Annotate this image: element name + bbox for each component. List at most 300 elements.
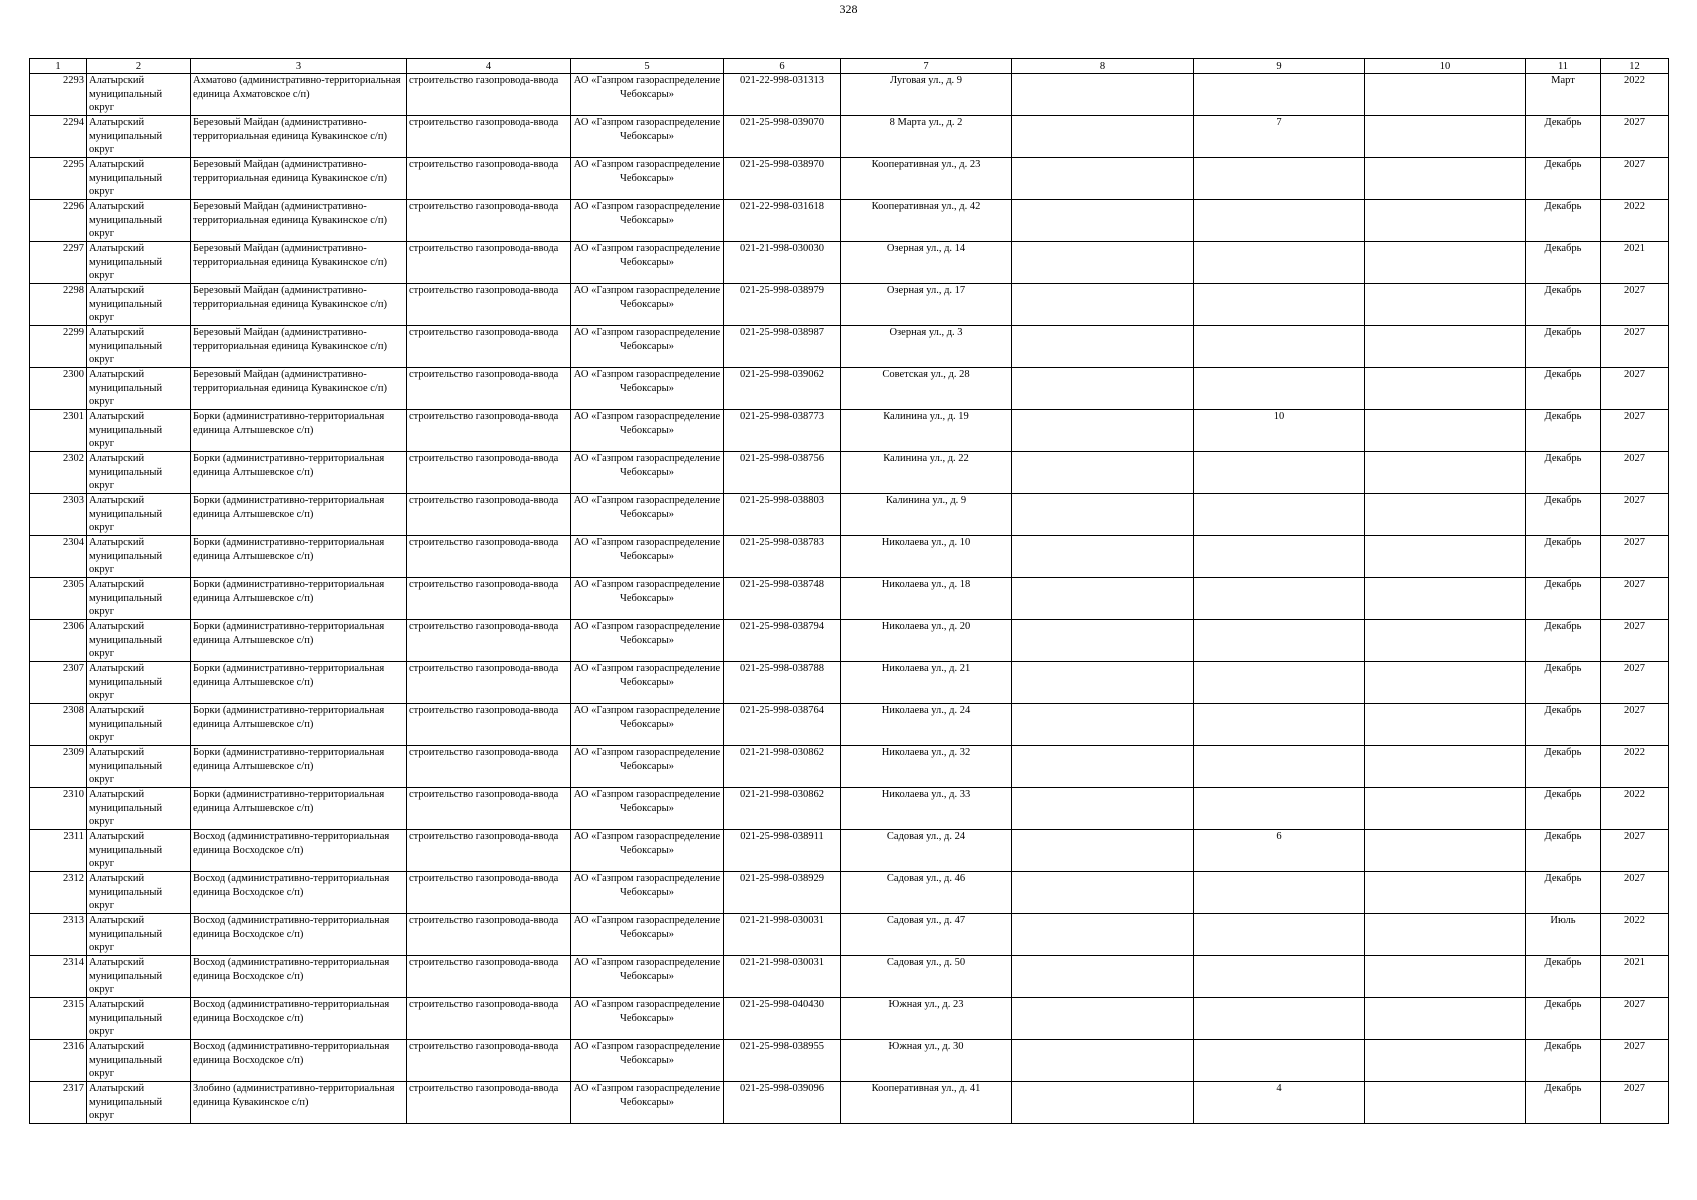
cell-address <box>841 662 1012 704</box>
cell-column-9 <box>1194 956 1365 998</box>
cell-column-8-text <box>1014 1040 1191 1081</box>
cell-column-8-text <box>1014 578 1191 619</box>
cell-work-type-text: строительство газопровода-ввода <box>409 747 559 758</box>
cell-organization <box>571 1040 724 1082</box>
cell-year-text: 2027 <box>1624 453 1645 464</box>
cell-column-9 <box>1194 452 1365 494</box>
cell-year-text: 2027 <box>1624 327 1645 338</box>
cell-settlement-text: Борки (административно-территориальная единица Алтышевское с/п) <box>193 453 385 478</box>
cell-object-code <box>724 116 841 158</box>
cell-column-8-text <box>1014 662 1191 703</box>
cell-column-8-text <box>1014 914 1191 955</box>
cell-column-9 <box>1194 158 1365 200</box>
cell-column-8 <box>1012 662 1194 704</box>
cell-municipality-text: Алатырский муниципальный округ <box>89 495 163 534</box>
cell-column-9-text <box>1196 242 1362 283</box>
table-row <box>30 998 1669 1040</box>
cell-object-code <box>724 326 841 368</box>
cell-work-type-text: строительство газопровода-ввода <box>409 201 559 212</box>
cell-organization-text: АО «Газпром газораспределение Чебоксары» <box>573 369 721 394</box>
cell-column-9 <box>1194 368 1365 410</box>
cell-month-text: Декабрь <box>1544 495 1582 506</box>
cell-column-10-text <box>1367 284 1523 325</box>
cell-column-9-text <box>1196 914 1362 955</box>
cell-organization-text: АО «Газпром газораспределение Чебоксары» <box>573 831 721 856</box>
cell-column-10-text <box>1367 914 1523 955</box>
cell-row-number-text: 2302 <box>63 453 84 464</box>
cell-row-number-text: 2306 <box>63 621 84 632</box>
cell-municipality <box>87 578 191 620</box>
cell-settlement-text: Борки (административно-территориальная единица Алтышевское с/п) <box>193 495 385 520</box>
cell-address <box>841 788 1012 830</box>
cell-municipality-text: Алатырский муниципальный округ <box>89 1083 163 1122</box>
cell-row-number <box>30 368 87 410</box>
cell-work-type <box>407 368 571 410</box>
cell-municipality <box>87 368 191 410</box>
cell-month <box>1526 998 1601 1040</box>
cell-work-type <box>407 872 571 914</box>
cell-municipality-text: Алатырский муниципальный округ <box>89 999 163 1038</box>
cell-row-number-text: 2311 <box>63 831 84 842</box>
cell-organization <box>571 452 724 494</box>
cell-row-number-text: 2299 <box>63 327 84 338</box>
cell-row-number <box>30 74 87 116</box>
cell-month-text: Декабрь <box>1544 831 1582 842</box>
cell-address <box>841 410 1012 452</box>
cell-organization <box>571 914 724 956</box>
cell-year-text: 2021 <box>1624 243 1645 254</box>
cell-column-8-text <box>1014 494 1191 535</box>
cell-organization <box>571 998 724 1040</box>
cell-municipality-text: Алатырский муниципальный округ <box>89 453 163 492</box>
cell-settlement <box>191 452 407 494</box>
cell-column-10 <box>1365 956 1526 998</box>
cell-row-number-text: 2298 <box>63 285 84 296</box>
cell-column-10 <box>1365 704 1526 746</box>
cell-settlement <box>191 578 407 620</box>
cell-address <box>841 74 1012 116</box>
cell-row-number-text: 2313 <box>63 915 84 926</box>
cell-column-9-text <box>1196 284 1362 325</box>
cell-settlement <box>191 284 407 326</box>
column-header: 6 <box>724 59 841 74</box>
cell-year <box>1601 368 1669 410</box>
cell-object-code-text: 021-25-998-039070 <box>740 117 824 128</box>
cell-column-9 <box>1194 74 1365 116</box>
cell-row-number-text: 2312 <box>63 873 84 884</box>
cell-work-type-text: строительство газопровода-ввода <box>409 453 559 464</box>
cell-settlement-text: Березовый Майдан (административно-территориальная единица Кувакинское с/п) <box>193 369 387 394</box>
cell-address <box>841 1082 1012 1124</box>
cell-settlement-text: Борки (административно-территориальная единица Алтышевское с/п) <box>193 747 385 772</box>
cell-year <box>1601 1040 1669 1082</box>
cell-row-number-text: 2317 <box>63 1083 84 1094</box>
cell-column-9 <box>1194 116 1365 158</box>
column-header: 3 <box>191 59 407 74</box>
cell-year <box>1601 494 1669 536</box>
cell-column-9-text <box>1196 74 1362 115</box>
cell-row-number-text: 2315 <box>63 999 84 1010</box>
column-header: 2 <box>87 59 191 74</box>
cell-month-text: Декабрь <box>1544 159 1582 170</box>
cell-municipality-text: Алатырский муниципальный округ <box>89 831 163 870</box>
cell-row-number <box>30 662 87 704</box>
cell-work-type-text: строительство газопровода-ввода <box>409 75 559 86</box>
cell-municipality-text: Алатырский муниципальный округ <box>89 579 163 618</box>
cell-municipality-text: Алатырский муниципальный округ <box>89 663 163 702</box>
column-header: 1 <box>30 59 87 74</box>
cell-year-text: 2027 <box>1624 663 1645 674</box>
cell-column-10 <box>1365 872 1526 914</box>
cell-municipality-text: Алатырский муниципальный округ <box>89 327 163 366</box>
cell-column-10-text <box>1367 746 1523 787</box>
cell-work-type <box>407 200 571 242</box>
cell-year <box>1601 536 1669 578</box>
cell-object-code <box>724 284 841 326</box>
cell-row-number <box>30 494 87 536</box>
cell-organization <box>571 704 724 746</box>
cell-municipality-text: Алатырский муниципальный округ <box>89 75 163 114</box>
cell-year <box>1601 620 1669 662</box>
cell-month <box>1526 620 1601 662</box>
cell-month-text: Декабрь <box>1544 873 1582 884</box>
cell-column-9 <box>1194 788 1365 830</box>
cell-settlement-text: Злобино (административно-территориальная единица Кувакинское с/п) <box>193 1083 395 1108</box>
cell-settlement <box>191 956 407 998</box>
cell-month <box>1526 956 1601 998</box>
cell-address-text: Южная ул., д. 30 <box>888 1041 964 1052</box>
cell-column-9 <box>1194 830 1365 872</box>
cell-month <box>1526 116 1601 158</box>
cell-column-8 <box>1012 704 1194 746</box>
cell-organization-text: АО «Газпром газораспределение Чебоксары» <box>573 117 721 142</box>
table-row <box>30 116 1669 158</box>
cell-address-text: Кооперативная ул., д. 41 <box>871 1083 981 1094</box>
table-row <box>30 956 1669 998</box>
cell-column-10-text <box>1367 158 1523 199</box>
cell-month-text: Декабрь <box>1544 789 1582 800</box>
cell-address <box>841 872 1012 914</box>
cell-column-8 <box>1012 1082 1194 1124</box>
cell-year-text: 2027 <box>1624 495 1645 506</box>
cell-organization-text: АО «Газпром газораспределение Чебоксары» <box>573 75 721 100</box>
cell-month <box>1526 200 1601 242</box>
table-row <box>30 662 1669 704</box>
cell-column-9-text <box>1196 494 1362 535</box>
cell-column-8 <box>1012 620 1194 662</box>
cell-organization-text: АО «Газпром газораспределение Чебоксары» <box>573 663 721 688</box>
cell-work-type <box>407 116 571 158</box>
cell-column-8 <box>1012 746 1194 788</box>
cell-row-number-text: 2293 <box>63 75 84 86</box>
cell-year-text: 2027 <box>1624 537 1645 548</box>
cell-column-8-text <box>1014 326 1191 367</box>
cell-column-8 <box>1012 452 1194 494</box>
cell-row-number <box>30 998 87 1040</box>
cell-organization-text: АО «Газпром газораспределение Чебоксары» <box>573 537 721 562</box>
cell-row-number <box>30 746 87 788</box>
cell-work-type-text: строительство газопровода-ввода <box>409 705 559 716</box>
cell-column-9 <box>1194 200 1365 242</box>
column-header: 8 <box>1012 59 1194 74</box>
cell-column-9 <box>1194 914 1365 956</box>
cell-municipality-text: Алатырский муниципальный округ <box>89 537 163 576</box>
cell-month <box>1526 326 1601 368</box>
cell-municipality <box>87 536 191 578</box>
cell-work-type <box>407 704 571 746</box>
cell-month <box>1526 284 1601 326</box>
cell-column-10-text <box>1367 704 1523 745</box>
cell-organization-text: АО «Газпром газораспределение Чебоксары» <box>573 579 721 604</box>
cell-settlement-text: Восход (административно-территориальная единица Восходское с/п) <box>193 873 390 898</box>
cell-work-type-text: строительство газопровода-ввода <box>409 495 559 506</box>
cell-object-code <box>724 494 841 536</box>
cell-row-number-text: 2309 <box>63 747 84 758</box>
cell-address-text: Советская ул., д. 28 <box>882 369 970 380</box>
cell-work-type <box>407 662 571 704</box>
cell-address <box>841 242 1012 284</box>
table-row <box>30 326 1669 368</box>
cell-column-8-text <box>1014 1082 1191 1123</box>
cell-column-8 <box>1012 326 1194 368</box>
cell-settlement-text: Борки (административно-территориальная единица Алтышевское с/п) <box>193 411 385 436</box>
cell-month-text: Декабрь <box>1544 1041 1582 1052</box>
cell-column-9-text: 7 <box>1276 117 1282 128</box>
cell-settlement-text: Восход (административно-территориальная единица Восходское с/п) <box>193 831 390 856</box>
cell-column-8 <box>1012 830 1194 872</box>
cell-year <box>1601 158 1669 200</box>
cell-object-code-text: 021-25-998-038929 <box>740 873 824 884</box>
cell-column-10-text <box>1367 368 1523 409</box>
cell-settlement <box>191 1040 407 1082</box>
cell-settlement-text: Борки (административно-территориальная единица Алтышевское с/п) <box>193 537 385 562</box>
cell-row-number-text: 2310 <box>63 789 84 800</box>
cell-address-text: Калинина ул., д. 19 <box>883 411 969 422</box>
cell-address <box>841 158 1012 200</box>
cell-municipality <box>87 956 191 998</box>
cell-year-text: 2027 <box>1624 285 1645 296</box>
cell-column-10 <box>1365 410 1526 452</box>
cell-year-text: 2027 <box>1624 831 1645 842</box>
cell-year <box>1601 872 1669 914</box>
cell-work-type <box>407 242 571 284</box>
cell-address-text: Луговая ул., д. 9 <box>889 75 963 86</box>
cell-object-code-text: 021-25-998-038979 <box>740 285 824 296</box>
cell-organization-text: АО «Газпром газораспределение Чебоксары» <box>573 789 721 814</box>
cell-column-9-text <box>1196 158 1362 199</box>
cell-column-8 <box>1012 578 1194 620</box>
cell-year-text: 2027 <box>1624 621 1645 632</box>
cell-object-code <box>724 830 841 872</box>
cell-work-type-text: строительство газопровода-ввода <box>409 369 559 380</box>
table-row <box>30 284 1669 326</box>
cell-object-code <box>724 620 841 662</box>
cell-municipality-text: Алатырский муниципальный округ <box>89 285 163 324</box>
cell-settlement <box>191 830 407 872</box>
cell-organization <box>571 284 724 326</box>
cell-municipality <box>87 242 191 284</box>
cell-settlement-text: Борки (административно-территориальная единица Алтышевское с/п) <box>193 663 385 688</box>
cell-year-text: 2022 <box>1624 915 1645 926</box>
cell-organization <box>571 620 724 662</box>
cell-organization <box>571 578 724 620</box>
cell-row-number <box>30 704 87 746</box>
cell-work-type-text: строительство газопровода-ввода <box>409 999 559 1010</box>
cell-address-text: Николаева ул., д. 32 <box>881 747 971 758</box>
cell-work-type-text: строительство газопровода-ввода <box>409 831 559 842</box>
cell-column-9 <box>1194 704 1365 746</box>
cell-object-code <box>724 662 841 704</box>
cell-month <box>1526 788 1601 830</box>
cell-year-text: 2027 <box>1624 369 1645 380</box>
cell-column-10-text <box>1367 494 1523 535</box>
cell-object-code <box>724 578 841 620</box>
cell-work-type <box>407 830 571 872</box>
cell-organization <box>571 746 724 788</box>
cell-object-code <box>724 242 841 284</box>
cell-address-text: Озерная ул., д. 14 <box>886 243 966 254</box>
cell-year-text: 2022 <box>1624 789 1645 800</box>
cell-settlement <box>191 620 407 662</box>
cell-month <box>1526 536 1601 578</box>
cell-organization-text: АО «Газпром газораспределение Чебоксары» <box>573 159 721 184</box>
cell-month <box>1526 368 1601 410</box>
cell-year-text: 2022 <box>1624 201 1645 212</box>
cell-column-10-text <box>1367 452 1523 493</box>
cell-year-text: 2027 <box>1624 873 1645 884</box>
cell-column-8 <box>1012 284 1194 326</box>
cell-address-text: Озерная ул., д. 17 <box>886 285 966 296</box>
cell-organization <box>571 536 724 578</box>
cell-work-type <box>407 578 571 620</box>
cell-work-type <box>407 536 571 578</box>
cell-address <box>841 914 1012 956</box>
cell-month-text: Декабрь <box>1544 621 1582 632</box>
gas-connection-registry-table <box>29 58 1669 1124</box>
cell-object-code-text: 021-22-998-031313 <box>740 75 824 86</box>
cell-address-text: Кооперативная ул., д. 42 <box>871 201 981 212</box>
cell-column-8-text <box>1014 452 1191 493</box>
cell-column-10 <box>1365 452 1526 494</box>
cell-municipality-text: Алатырский муниципальный округ <box>89 789 163 828</box>
cell-month-text: Декабрь <box>1544 999 1582 1010</box>
cell-column-8 <box>1012 536 1194 578</box>
cell-settlement <box>191 914 407 956</box>
cell-column-8 <box>1012 788 1194 830</box>
cell-settlement-text: Березовый Майдан (административно-территориальная единица Кувакинское с/п) <box>193 243 387 268</box>
cell-address <box>841 494 1012 536</box>
cell-settlement-text: Ахматово (административно-территориальная единица Ахматовское с/п) <box>193 75 401 100</box>
cell-column-9-text <box>1196 662 1362 703</box>
table-row <box>30 410 1669 452</box>
cell-year-text: 2027 <box>1624 1083 1645 1094</box>
cell-settlement-text: Березовый Майдан (административно-территориальная единица Кувакинское с/п) <box>193 327 387 352</box>
cell-year <box>1601 284 1669 326</box>
cell-organization-text: АО «Газпром газораспределение Чебоксары» <box>573 999 721 1024</box>
cell-column-10-text <box>1367 998 1523 1039</box>
cell-month-text: Декабрь <box>1544 705 1582 716</box>
cell-month <box>1526 410 1601 452</box>
cell-organization <box>571 326 724 368</box>
cell-municipality <box>87 830 191 872</box>
cell-month-text: Июль <box>1550 915 1576 926</box>
cell-column-10-text <box>1367 956 1523 997</box>
cell-row-number <box>30 326 87 368</box>
cell-settlement-text: Восход (административно-территориальная единица Восходское с/п) <box>193 957 390 982</box>
cell-municipality <box>87 872 191 914</box>
cell-organization-text: АО «Газпром газораспределение Чебоксары» <box>573 1041 721 1066</box>
cell-work-type <box>407 74 571 116</box>
column-header: 5 <box>571 59 724 74</box>
cell-month <box>1526 872 1601 914</box>
cell-address-text: Николаева ул., д. 10 <box>881 537 971 548</box>
cell-object-code-text: 021-21-998-030030 <box>740 243 824 254</box>
cell-work-type <box>407 956 571 998</box>
cell-row-number-text: 2314 <box>63 957 84 968</box>
cell-month <box>1526 74 1601 116</box>
cell-column-10-text <box>1367 872 1523 913</box>
cell-column-10-text <box>1367 662 1523 703</box>
cell-organization-text: АО «Газпром газораспределение Чебоксары» <box>573 285 721 310</box>
table-header <box>30 59 1669 74</box>
cell-organization-text: АО «Газпром газораспределение Чебоксары» <box>573 1083 721 1108</box>
cell-work-type-text: строительство газопровода-ввода <box>409 579 559 590</box>
table-row <box>30 746 1669 788</box>
cell-object-code <box>724 368 841 410</box>
cell-column-8 <box>1012 872 1194 914</box>
cell-object-code <box>724 200 841 242</box>
cell-address-text: Калинина ул., д. 22 <box>883 453 969 464</box>
cell-year <box>1601 830 1669 872</box>
cell-row-number <box>30 578 87 620</box>
cell-row-number <box>30 914 87 956</box>
cell-municipality <box>87 914 191 956</box>
cell-column-8 <box>1012 200 1194 242</box>
cell-object-code-text: 021-25-998-038764 <box>740 705 824 716</box>
cell-object-code-text: 021-25-998-038773 <box>740 411 824 422</box>
cell-column-10-text <box>1367 620 1523 661</box>
cell-month-text: Декабрь <box>1544 285 1582 296</box>
cell-row-number <box>30 536 87 578</box>
page-number: 328 <box>839 2 858 16</box>
cell-year <box>1601 998 1669 1040</box>
cell-column-10 <box>1365 620 1526 662</box>
cell-year <box>1601 956 1669 998</box>
cell-row-number-text: 2303 <box>63 495 84 506</box>
column-header: 7 <box>841 59 1012 74</box>
cell-year <box>1601 74 1669 116</box>
cell-column-8-text <box>1014 956 1191 997</box>
table-row <box>30 536 1669 578</box>
cell-month <box>1526 746 1601 788</box>
cell-settlement-text: Березовый Майдан (административно-территориальная единица Кувакинское с/п) <box>193 201 387 226</box>
cell-column-8-text <box>1014 200 1191 241</box>
cell-column-8-text <box>1014 368 1191 409</box>
cell-address <box>841 536 1012 578</box>
cell-municipality-text: Алатырский муниципальный округ <box>89 201 163 240</box>
cell-work-type <box>407 326 571 368</box>
cell-settlement <box>191 410 407 452</box>
cell-address-text: Озерная ул., д. 3 <box>889 327 963 338</box>
cell-column-9 <box>1194 1040 1365 1082</box>
table-row <box>30 452 1669 494</box>
cell-column-10 <box>1365 536 1526 578</box>
cell-year-text: 2027 <box>1624 117 1645 128</box>
cell-column-10 <box>1365 242 1526 284</box>
cell-column-9 <box>1194 872 1365 914</box>
cell-column-10 <box>1365 284 1526 326</box>
cell-row-number-text: 2294 <box>63 117 84 128</box>
